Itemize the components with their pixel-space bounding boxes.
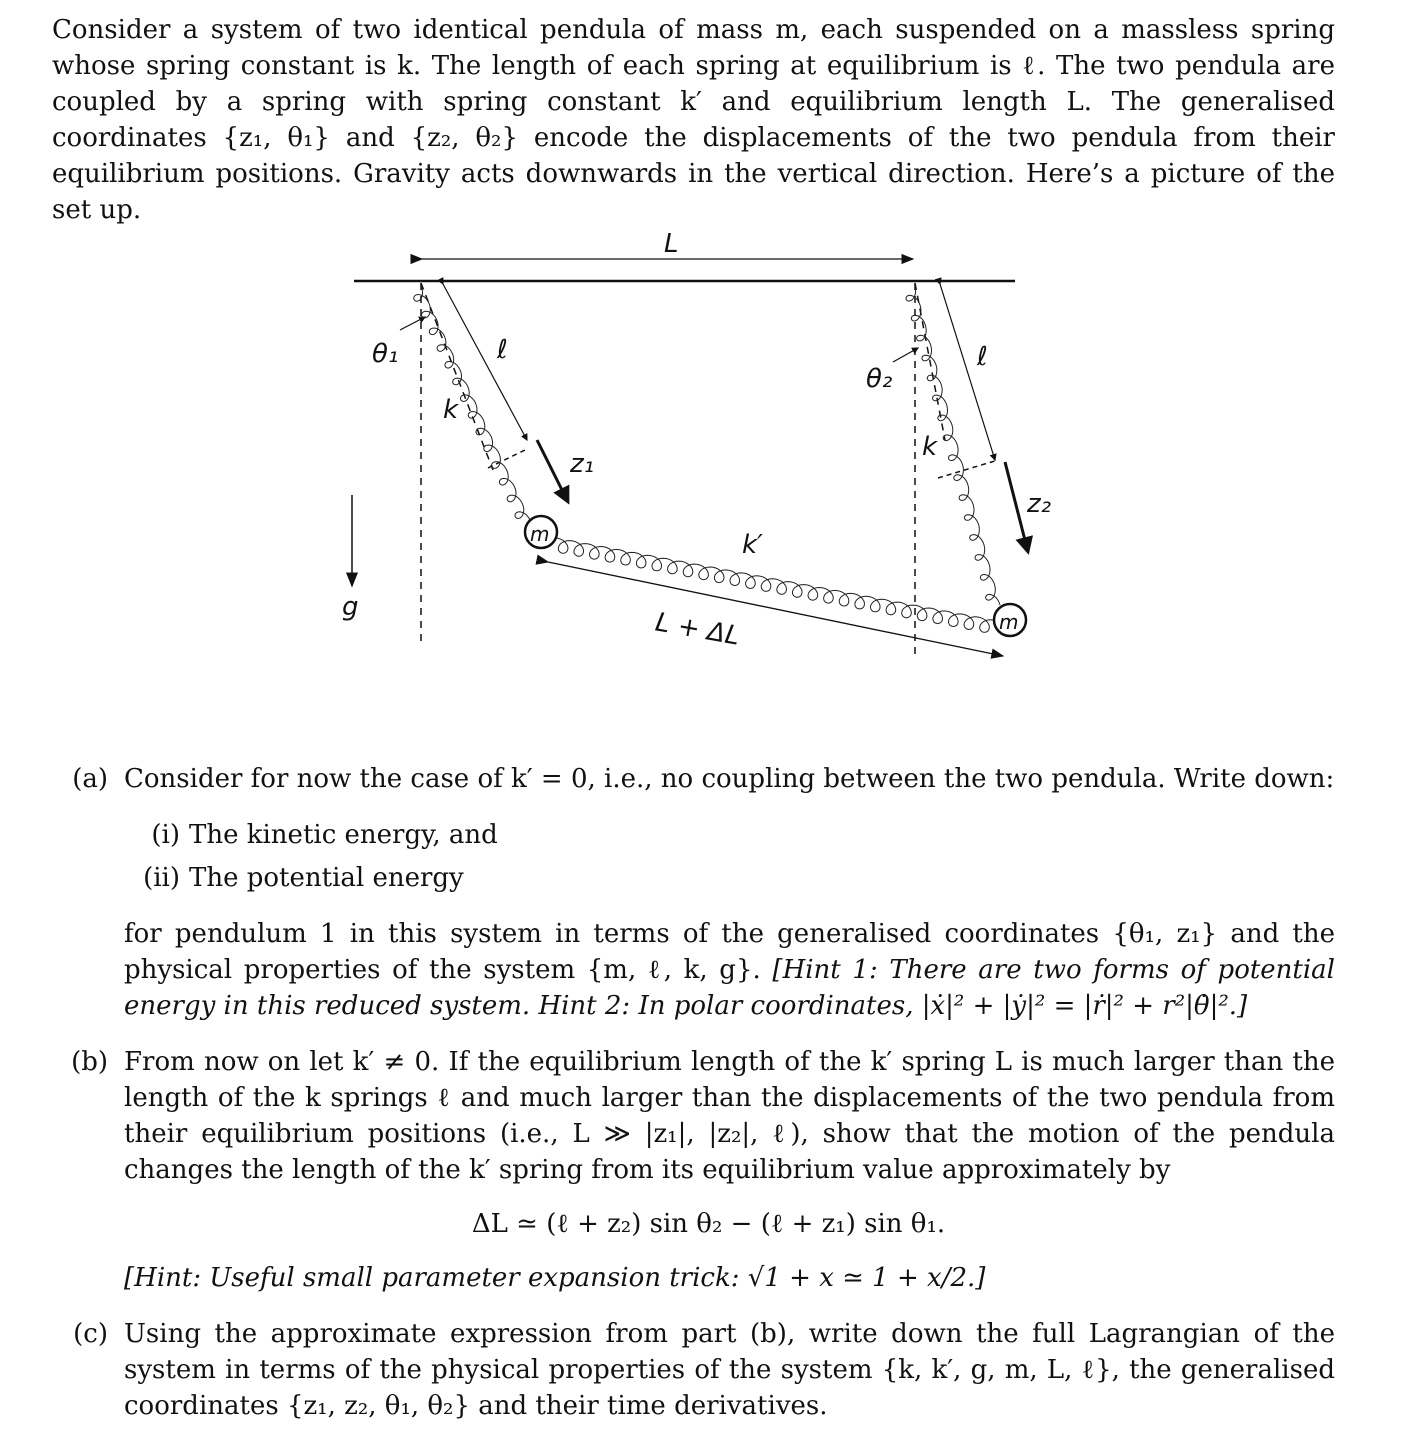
label-z1: z₁ [570, 449, 595, 479]
part-a-follow [124, 916, 1335, 1024]
part-a-i-text: The kinetic energy, and [189, 820, 498, 850]
spring-k-2 [906, 286, 1000, 605]
equilibrium-dashed-2 [915, 283, 945, 440]
label-k1: k [443, 395, 459, 425]
part-c [52, 1316, 1335, 1424]
label-g: g [342, 592, 359, 622]
intro-paragraph: Consider a system of two identical pendula of mass m, each suspended on a massless spring whose spring constant is k. The length of each spring at equilibrium is ℓ. The two pendula are coupled by a spring with spring constant k′ and equilibrium length L. The generalised coordinates {z₁, θ₁} and {z₂, θ₂} encode the displacements of the two pendula from their equilibrium positions. Gravity acts downwards in the vertical direction. Here’s a picture of the set up. [52, 15, 1335, 225]
part-b-equation: ΔL ≃ (ℓ + z₂) sin θ₂ − (ℓ + z₁) sin θ₁. [471, 1209, 946, 1239]
part-a-i-label: (i) [151, 820, 180, 850]
label-L: L [664, 229, 679, 259]
part-a [52, 761, 1335, 797]
part-b [52, 1044, 1335, 1188]
spring-kprime [557, 538, 994, 632]
label-ell1: ℓ [497, 335, 508, 365]
label-L-plus-dL: L + ΔL [653, 607, 743, 652]
part-b-text: From now on let k′ ≠ 0. If the equilibrium length of the k′ spring L is much larger than the length of the k springs ℓ and much larger than the displacements of the two pendula from their equilibrium positions (i.e., L ≫ |z₁|, |z₂|, ℓ), show that the motion of the pendula changes the length of the k′ spring from its equilibrium value approximately by [124, 1047, 1335, 1185]
part-a-text: Consider for now the case of k′ = 0, i.e., no coupling between the two pendula. Write down: [124, 764, 1335, 794]
part-b-hint: [Hint: Useful small parameter expansion trick: √1 + x ≃ 1 + x/2.] [124, 1263, 986, 1293]
part-b-label: (b) [71, 1047, 108, 1077]
label-m1: m [530, 522, 550, 546]
spring-k-1 [414, 286, 530, 520]
label-k2: k [922, 432, 938, 462]
part-a-ii-label: (ii) [143, 863, 180, 893]
label-m2: m [999, 610, 1019, 634]
z1-arrow [537, 440, 568, 502]
part-c-label: (c) [73, 1319, 108, 1349]
part-c-text: Using the approximate expression from part (b), write down the full Lagrangian of the system in terms of the physical properties of the system {k, k′, g, m, L, ℓ}, the generalised coordinates {z₁, z₂, θ₁, θ₂} and their time derivatives. [124, 1319, 1335, 1421]
ell-arrow-2 [940, 284, 995, 460]
label-kprime: k′ [742, 530, 763, 560]
z2-arrow [1005, 462, 1028, 552]
label-ell2: ℓ [977, 342, 988, 372]
part-a-hint: [Hint 1: There are two forms of potential energy in this reduced system. Hint 2: In polar coordinates, |ẋ|² + |ẏ|² = |ṙ|² + r²|θ̇|².] [124, 955, 1336, 1021]
label-z2: z₂ [1027, 489, 1052, 519]
part-a-label: (a) [72, 764, 108, 794]
part-a-follow-text: for pendulum 1 in this system in terms of the generalised coordinates {θ₁, z₁} and the physical properties of the system {m, ℓ, k, g}. [124, 919, 1335, 985]
part-a-ii [52, 860, 1335, 896]
label-theta1: θ₁ [372, 339, 399, 369]
part-a-ii-text: The potential energy [189, 863, 464, 893]
part-a-i [52, 817, 1335, 853]
label-theta2: θ₂ [866, 364, 893, 394]
